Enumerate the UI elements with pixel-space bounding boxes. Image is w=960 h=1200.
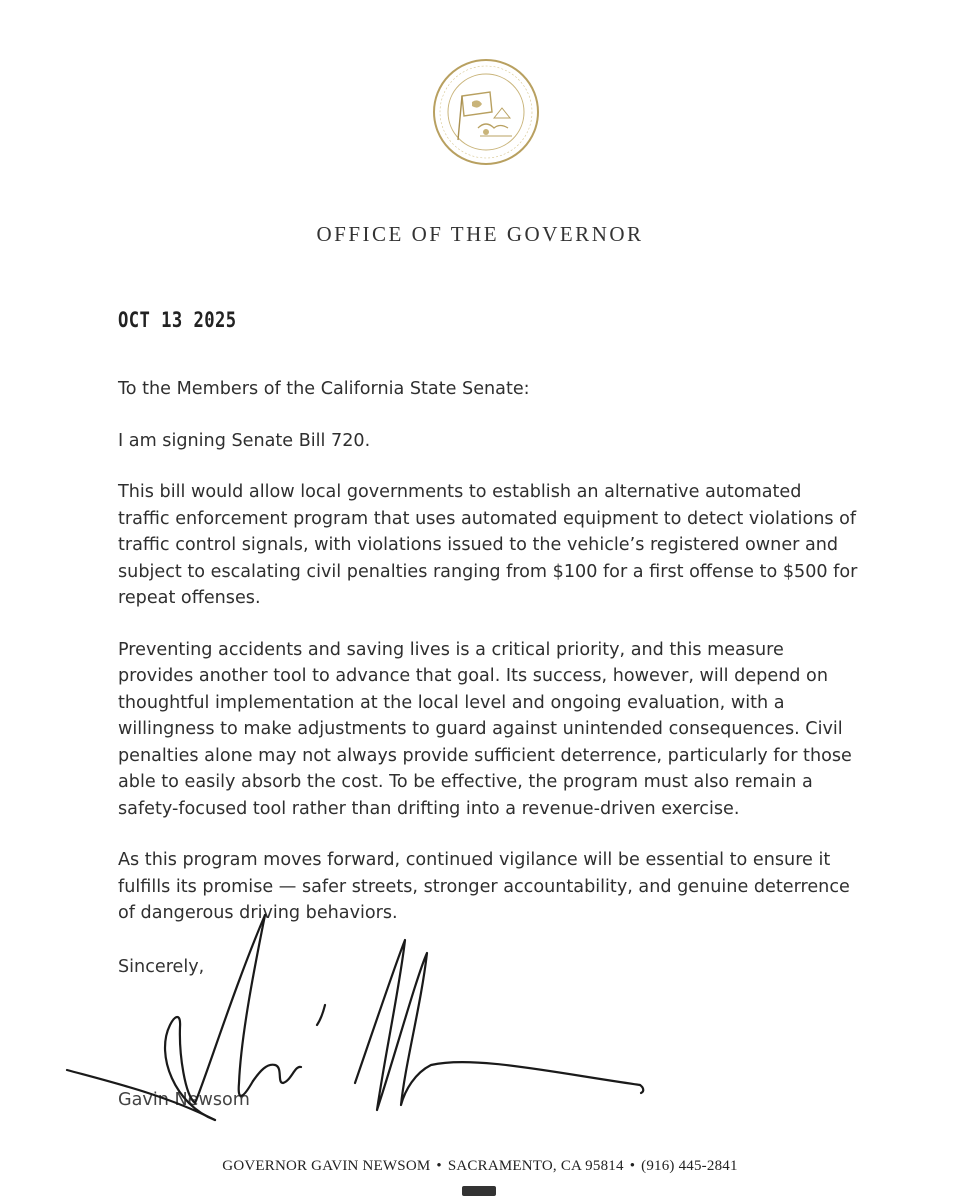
letter-body <box>118 376 858 952</box>
state-seal-icon <box>432 58 540 166</box>
paragraph: Preventing accidents and saving lives is a critical priority, and this measure provides another tool to advance that goal. Its success, however, will depend on thoughtful implementation at the local level and ongoing evaluation, with a willingness to make adjustments to guard against unintended consequences. Civil penalties alone may not always provide sufficient deterrence, particularly for those able to easily absorb the cost. To be effective, the program must also remain a safety-focused tool rather than drifting into a revenue-driven exercise. <box>118 639 852 819</box>
paragraph: I am signing Senate Bill 720. <box>118 430 371 451</box>
footer-separator: • <box>436 1158 442 1174</box>
paragraph: As this program moves forward, continued vigilance will be essential to ensure it fulfills its promise — safer streets, stronger accountability, and genuine deterrence of dangerous driving behaviors. <box>118 850 850 923</box>
print-union-bug-icon <box>462 1186 496 1196</box>
date-stamp: OCT 13 2025 <box>118 308 237 332</box>
footer-phone: (916) 445-2841 <box>641 1158 738 1174</box>
footer-name: GOVERNOR GAVIN NEWSOM <box>222 1158 431 1174</box>
closing: Sincerely, <box>118 957 205 977</box>
footer-separator: • <box>629 1158 636 1174</box>
office-title: OFFICE OF THE GOVERNOR <box>316 222 644 246</box>
letterhead-footer <box>0 1158 960 1175</box>
paragraph: This bill would allow local governments to establish an alternative automated traffic enforcement program that uses automated equipment to detect violations of traffic control signals, with violations issued to the vehicle’s registered owner and subject to escalating civil penalties ranging from $100 for a first offense to $500 for repeat offenses. <box>118 482 858 608</box>
signer-name: Gavin Newsom <box>118 1090 250 1110</box>
salutation: To the Members of the California State Senate: <box>118 379 530 399</box>
footer-city: SACRAMENTO, CA 95814 <box>447 1158 624 1174</box>
